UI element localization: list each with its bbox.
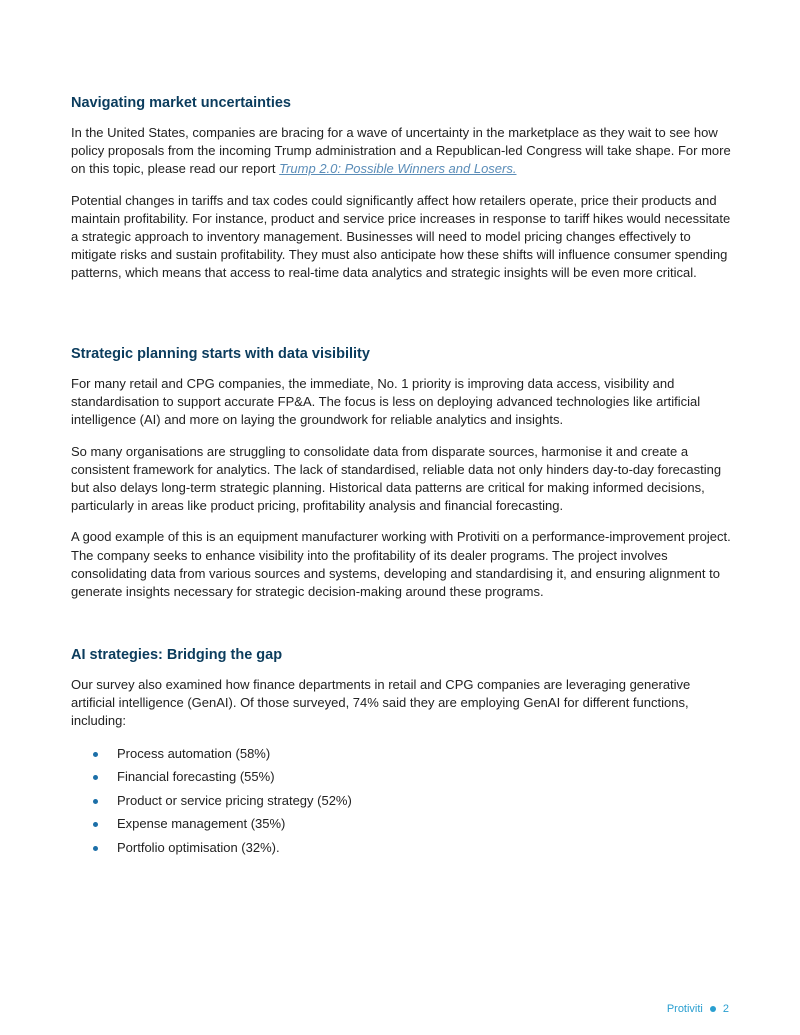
list-item-text: Expense management (35%) <box>117 816 286 832</box>
list-item <box>71 839 731 863</box>
bullet-icon <box>93 846 98 851</box>
section-ai-strategies <box>71 646 731 862</box>
page-footer <box>667 1003 729 1015</box>
paragraph: For many retail and CPG companies, the immediate, No. 1 priority is improving data access, visibility and standardisation to support accurate FP&A. The focus is less on deploying advanced technologies like artificial intelligence (AI) and more on laying the groundwork for reliable analytics and insights. <box>71 376 701 428</box>
list-item-text: Financial forecasting (55%) <box>117 769 275 785</box>
section-heading: Strategic planning starts with data visibility <box>71 346 370 362</box>
bullet-list <box>71 745 731 863</box>
list-item <box>71 792 731 816</box>
bullet-icon <box>93 752 98 757</box>
list-item-text: Portfolio optimisation (32%). <box>117 839 280 855</box>
section-market-uncertainties <box>71 94 731 283</box>
paragraph: Our survey also examined how finance departments in retail and CPG companies are leveraging generative artificial intelligence (GenAI). Of those surveyed, 74% said they are employing GenAI for different functions, including: <box>71 677 691 729</box>
list-item <box>71 815 731 839</box>
section-data-visibility <box>71 345 731 601</box>
paragraph: Potential changes in tariffs and tax codes could significantly affect how retailers operate, price their products and maintain profitability. For instance, product and service price increases in response to tariff hikes would necessitate a strategic approach to inventory management. Businesses will need to model pricing changes effectively to mitigate risks and sustain profitability. They must also anticipate how these shifts will influence consumer spending patterns, which means that access to real-time data analytics and strategic insights will be even more critical. <box>71 192 731 281</box>
bullet-icon <box>93 775 98 780</box>
list-item-text: Process automation (58%) <box>117 745 271 761</box>
paragraph <box>71 124 731 179</box>
list-item <box>71 768 731 792</box>
report-link[interactable]: Trump 2.0: Possible Winners and Losers. <box>279 161 517 177</box>
paragraph: So many organisations are struggling to consolidate data from disparate sources, harmonise it and create a consistent framework for analytics. The lack of standardised, reliable data not only hinders day-to-day forecasting but also delays long-term strategic planning. Historical data patterns are critical for making informed decisions, particularly in areas like product pricing, profitability analysis and financial forecasting. <box>71 443 722 514</box>
list-item <box>71 745 731 769</box>
list-item-text: Product or service pricing strategy (52%) <box>117 792 352 808</box>
section-heading: Navigating market uncertainties <box>71 95 291 111</box>
paragraph: A good example of this is an equipment manufacturer working with Protiviti on a performance-improvement project. The company seeks to enhance visibility into the profitability of its dealer programs. The project involves consolidating data from various sources and systems, developing and standardising it, and ensuring alignment to generate insights necessary for strategic decision-making around these programs. <box>71 529 731 600</box>
paragraph-text: In the United States, companies are bracing for a wave of uncertainty in the marketplace as they wait to see how policy proposals from the incoming Trump administration and a Republican-led Congress will take shape. For more on this topic, please read our report <box>71 125 731 177</box>
bullet-icon <box>93 822 98 827</box>
bullet-icon <box>93 799 98 804</box>
page-number: 2 <box>722 1003 729 1015</box>
footer-brand: Protiviti <box>666 1003 703 1015</box>
separator-dot-icon <box>710 1006 716 1012</box>
section-heading: AI strategies: Bridging the gap <box>71 647 283 663</box>
